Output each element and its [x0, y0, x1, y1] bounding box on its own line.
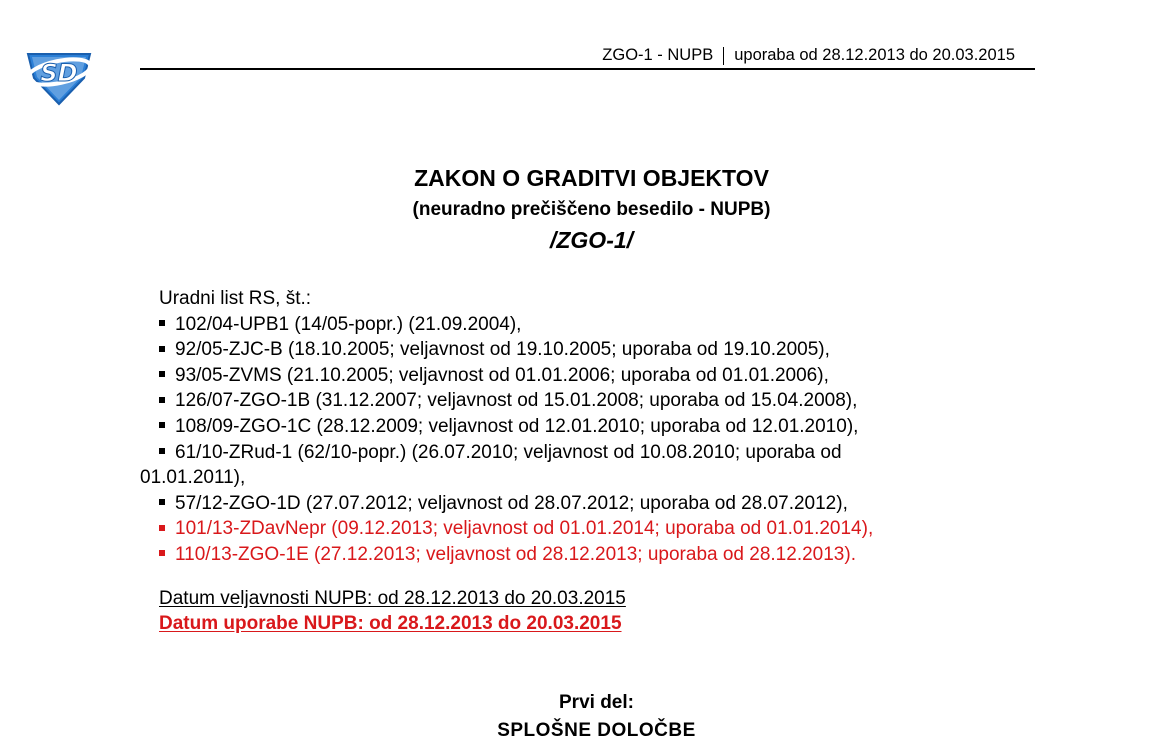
gazette-item	[140, 337, 1000, 363]
validity-date: Datum veljavnosti NUPB: od 28.12.2013 do 20.03.2015	[159, 588, 626, 609]
header-separator	[723, 47, 724, 65]
bullet-icon	[159, 499, 165, 505]
gazette-item	[140, 388, 1000, 414]
bullet-icon	[159, 346, 165, 352]
bullet-icon	[159, 448, 165, 454]
document-short-name: /ZGO-1/	[549, 227, 634, 253]
bullet-icon	[159, 550, 165, 556]
gazette-item-amendment	[140, 542, 1000, 568]
running-header	[140, 44, 1035, 70]
header-text	[602, 46, 1015, 65]
bullet-icon	[159, 397, 165, 403]
document-subtitle: (neuradno prečiščeno besedilo - NUPB)	[412, 199, 771, 220]
header-doc-id: ZGO-1 - NUPB	[602, 46, 714, 64]
part-name: SPLOŠNE DOLOČBE	[497, 720, 696, 741]
gazette-item-text: 93/05-ZVMS (21.10.2005; veljavnost od 01.01.2006; uporaba od 01.01.2006),	[175, 364, 829, 386]
part-number: Prvi del:	[559, 692, 634, 713]
sd-shield-logo-icon	[22, 48, 96, 106]
document-title: ZAKON O GRADITVI OBJEKTOV	[414, 165, 769, 191]
bullet-icon	[159, 525, 165, 531]
gazette-item-text: 92/05-ZJC-B (18.10.2005; veljavnost od 19.10.2005; uporaba od 19.10.2005),	[175, 339, 830, 361]
gazette-item-text: 110/13-ZGO-1E (27.12.2013; veljavnost od 28.12.2013; uporaba od 28.12.2013).	[175, 543, 856, 565]
gazette-item-continuation: 01.01.2011),	[140, 467, 246, 489]
gazette-item	[140, 414, 1000, 440]
gazette-item	[140, 440, 1000, 466]
gazette-list	[140, 312, 1000, 568]
header-usage-period: uporaba od 28.12.2013 do 20.03.2015	[734, 46, 1015, 64]
nupb-dates	[159, 586, 626, 636]
gazette-item-text: 61/10-ZRud-1 (62/10-popr.) (26.07.2010; veljavnost od 10.08.2010; uporaba od	[175, 441, 842, 463]
gazette-item-text: 102/04-UPB1 (14/05-popr.) (21.09.2004),	[175, 313, 522, 335]
gazette-item	[140, 363, 1000, 389]
gazette-item	[140, 312, 1000, 338]
gazette-label: Uradni list RS, št.:	[159, 288, 312, 309]
bullet-icon	[159, 320, 165, 326]
application-date: Datum uporabe NUPB: od 28.12.2013 do 20.03.2015	[159, 613, 622, 634]
bullet-icon	[159, 371, 165, 377]
logo-text: SD	[40, 59, 78, 87]
gazette-item	[140, 491, 1000, 517]
gazette-references	[140, 286, 1000, 568]
gazette-item-text: 101/13-ZDavNepr (09.12.2013; veljavnost od 01.01.2014; uporaba od 01.01.2014),	[175, 518, 874, 540]
gazette-item-text: 108/09-ZGO-1C (28.12.2009; veljavnost od 12.01.2010; uporaba od 12.01.2010),	[175, 415, 859, 437]
gazette-item-text: 126/07-ZGO-1B (31.12.2007; veljavnost od 15.01.2008; uporaba od 15.04.2008),	[175, 390, 858, 412]
gazette-item-amendment	[140, 516, 1000, 542]
bullet-icon	[159, 422, 165, 428]
gazette-item-text: 57/12-ZGO-1D (27.07.2012; veljavnost od 28.07.2012; uporaba od 28.07.2012),	[175, 492, 848, 514]
